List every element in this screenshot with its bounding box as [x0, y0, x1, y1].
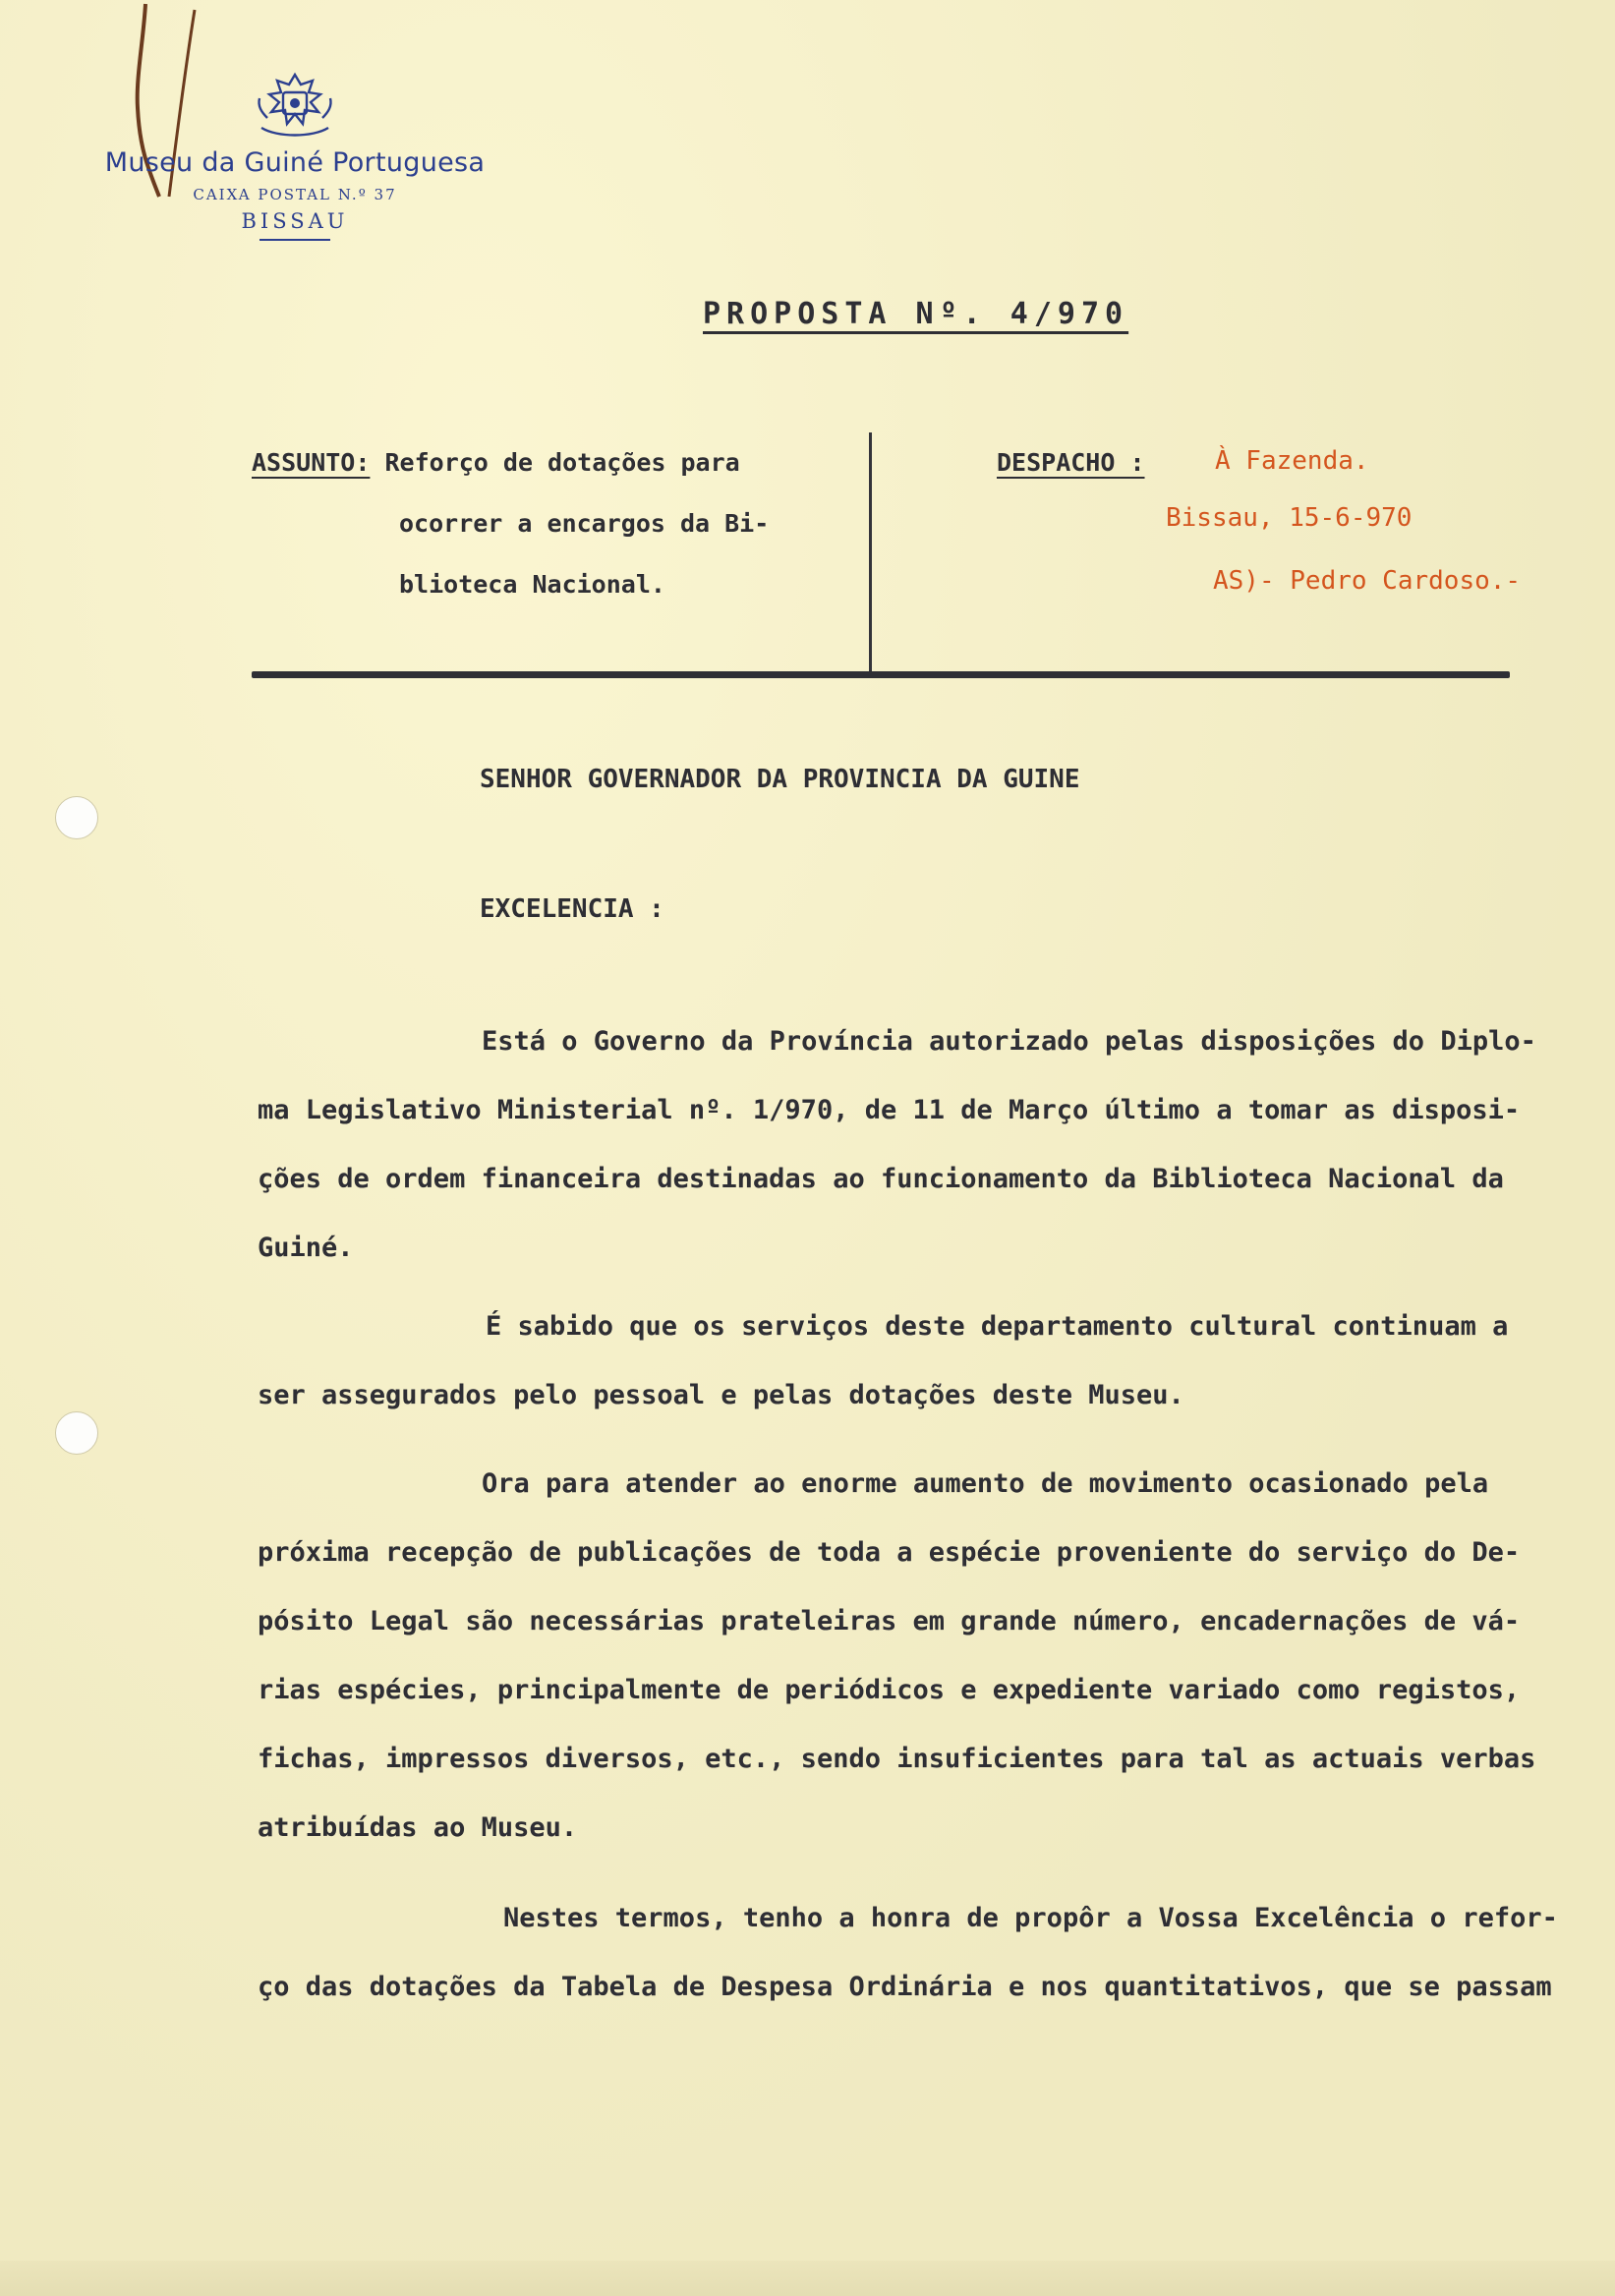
- despacho-line-1: À Fazenda.: [1215, 446, 1369, 476]
- proposal-title: PROPOSTA Nº. 4/970: [703, 297, 1129, 331]
- text-line: Ora para atender ao enorme aumento de movimento ocasionado pela: [482, 1468, 1489, 1499]
- text-line: Guiné.: [258, 1233, 354, 1263]
- punch-hole: [55, 796, 98, 839]
- letterhead-city: BISSAU: [241, 209, 349, 233]
- subject-line-2: ocorrer a encargos da Bi-: [399, 509, 770, 538]
- salutation: EXCELENCIA :: [480, 894, 664, 924]
- text-line: ma Legislativo Ministerial nº. 1/970, de 11 de Março último a tomar as disposi-: [258, 1095, 1521, 1125]
- text-line: próxima recepção de publicações de toda a espécie proveniente do serviço do De-: [258, 1537, 1521, 1568]
- museum-name: Museu da Guiné Portuguesa: [104, 147, 486, 178]
- letterhead-rule: [260, 239, 330, 241]
- subject-label: ASSUNTO:: [252, 448, 371, 477]
- text-line: pósito Legal são necessárias prateleiras em grande número, encadernações de vá-: [258, 1606, 1521, 1636]
- paragraph-1: [258, 1007, 1575, 1283]
- subject-line-1: [252, 432, 861, 493]
- text-line: É sabido que os serviços deste departamento cultural continuam a: [486, 1311, 1509, 1342]
- text-line: Nestes termos, tenho a honra de propôr a Vossa Excelência o refor-: [503, 1903, 1558, 1933]
- paragraph-3: [258, 1450, 1575, 1863]
- subject-line-3: blioteca Nacional.: [399, 570, 665, 599]
- letterhead: [79, 69, 511, 241]
- text-line: ser assegurados pelo pessoal e pelas dotações deste Museu.: [258, 1380, 1184, 1410]
- subject-text-1: Reforço de dotações para: [384, 448, 740, 477]
- text-line: fichas, impressos diversos, etc., sendo insuficientes para tal as actuais verbas: [258, 1744, 1536, 1774]
- despacho-label: DESPACHO :: [997, 448, 1145, 477]
- body-text: [258, 1007, 1575, 2022]
- paragraph-4: [258, 1884, 1575, 2022]
- despacho-line-3: AS)- Pedro Cardoso.-: [1213, 566, 1522, 596]
- text-line: rias espécies, principalmente de periódicos e expediente variado como registos,: [258, 1675, 1521, 1705]
- despacho-line-2: Bissau, 15-6-970: [1166, 503, 1413, 533]
- header-block: [252, 432, 1522, 672]
- paragraph-2: [258, 1292, 1575, 1430]
- text-line: Está o Governo da Província autorizado pelas disposições do Diplo-: [482, 1026, 1536, 1057]
- text-line: ço das dotações da Tabela de Despesa Ordinária e nos quantitativos, que se passam: [258, 1972, 1552, 2002]
- header-rule: [252, 671, 1510, 678]
- text-line: atribuídas ao Museu.: [258, 1812, 578, 1843]
- addressee: SENHOR GOVERNADOR DA PROVINCIA DA GUINE: [480, 765, 1080, 794]
- postal-box: CAIXA POSTAL N.º 37: [193, 186, 397, 203]
- coat-of-arms-icon: [248, 69, 342, 144]
- subject-block: [252, 432, 861, 615]
- text-line: ções de ordem financeira destinadas ao funcionamento da Biblioteca Nacional da: [258, 1164, 1504, 1194]
- header-divider: [869, 432, 872, 674]
- punch-hole: [55, 1411, 98, 1455]
- page-edge: [0, 2261, 1615, 2296]
